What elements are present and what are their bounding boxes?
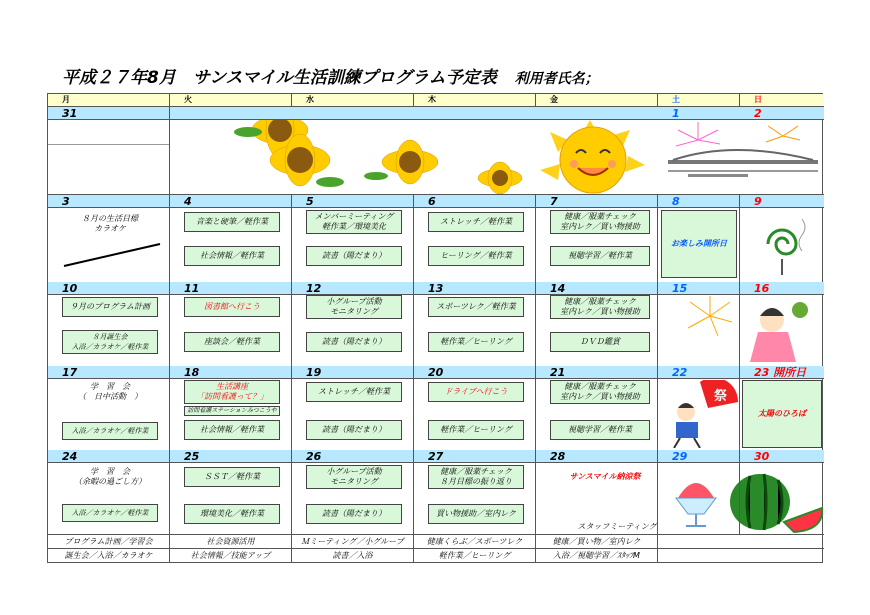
week2-mon-am: ８月の生活目標 カラオケ [64,212,156,236]
date-2: 2 [754,107,762,120]
week1-illustration-area [170,120,658,195]
col-divider [413,195,414,534]
week5-fri-pm: スタッフミーティング [577,522,657,531]
date-7: 7 [550,195,558,208]
week2-tue-pm: 社会情報／軽作業 [184,246,280,266]
week3-thu-am: スポーツレク／軽作業 [428,297,524,317]
weekday-header-thu: 木 [414,94,536,107]
week2-thu-pm: ヒーリング／軽作業 [428,246,524,266]
week4-tue-am: 生活講座 「訪問看護って？」 [184,380,280,404]
week1-weekend-cell [658,120,824,195]
week4-mon-am: 学 習 会 （ 日中活動 ） [62,380,158,404]
date-3: 3 [62,195,70,208]
date-21: 21 [550,366,566,379]
festival-boy-illustration [660,380,740,448]
week2-fri-pm: 視聴学習／軽作業 [550,246,650,266]
date-8: 8 [672,195,680,208]
col-divider [291,195,292,534]
week3-wed-pm: 読書（陽だまり） [306,332,402,352]
week4-tue-note: 訪問看護ステーションみつこうや [184,406,280,416]
date-23: 23 開所日 [754,366,807,379]
weekday-header-tue: 火 [170,94,292,107]
week3-tue-pm: 座談会／軽作業 [184,332,280,352]
week1-mon-cell [48,120,170,195]
date-17: 17 [62,366,78,379]
footer-mon: プログラム計画／学習会 [48,535,170,548]
page-title [62,63,599,88]
smiling-sun-illustration [540,120,645,194]
week3-fri-pm: ＤＶＤ鑑賞 [550,332,650,352]
date-28: 28 [550,450,566,463]
footer-tue: 社会情報／技能アップ [170,549,292,562]
col-divider [657,195,658,534]
date-20: 20 [428,366,444,379]
weekday-header-wed: 水 [292,94,414,107]
week4-sun-event: 太陽のひろば [742,380,822,448]
week4-thu-am: ドライブへ行こう [428,382,524,402]
week5-tue-am: ＳＳＴ／軽作業 [184,467,280,487]
date-1: 1 [672,107,680,120]
title-text: 平成２７年8月 サンスマイル生活訓練プログラム予定表 [62,68,497,88]
week2-wed-pm: 読書（陽だまり） [306,246,402,266]
date-13: 13 [428,282,444,295]
no-program-slash [62,242,162,268]
week3-fri-am: 健康／服薬チェック 室内レク／買い物援助 [550,295,650,319]
date-15: 15 [672,282,688,295]
date-18: 18 [184,366,200,379]
date-4: 4 [184,195,192,208]
footer-wed: Ｍミーティング／小グループ [292,535,414,548]
weekday-header-mon: 月 [48,94,170,107]
week3-wed-am: 小グループ活動 モニタリング [306,295,402,319]
fireworks-illustration [658,120,822,193]
date-19: 19 [306,366,322,379]
mosquito-coil-illustration [742,209,822,279]
calendar-grid [47,93,823,563]
week5-wed-pm: 読書（陽だまり） [306,504,402,524]
footer-mon: 誕生会／入浴／カラオケ [48,549,170,562]
week5-wed-am: 小グループ活動 モニタリング [306,465,402,489]
date-29: 29 [672,450,688,463]
footer-thu: 軽作業／ヒーリング [414,549,536,562]
week2-tue-am: 音楽と硬筆／軽作業 [184,212,280,232]
date-22: 22 [672,366,688,379]
weekday-header-fri: 金 [536,94,658,107]
user-name-label: 利用者氏名； [514,71,599,87]
date-31: 31 [62,107,78,120]
week3-tue-am: 図書館へ行こう [184,297,280,317]
date-24: 24 [62,450,78,463]
yukata-girl-illustration [660,296,822,364]
week2-sat-open-day: お楽しみ開所日 [661,210,737,278]
week2-fri-am: 健康／服薬チェック 室内レク／買い物援助 [550,210,650,234]
col-divider [535,195,536,534]
date-14: 14 [550,282,566,295]
footer-thu: 健康くらぶ／スポーツレク [414,535,536,548]
weekday-header-sat: 土 [658,94,740,107]
date-26: 26 [306,450,322,463]
footer-fri: 入浴／視聴学習／ｽﾀｯﾌM [536,549,658,562]
date-10: 10 [62,282,78,295]
date-12: 12 [306,282,322,295]
shaved-ice-illustration [660,462,824,534]
date-27: 27 [428,450,444,463]
week4-mon-pm: 入浴／カラオケ／軽作業 [62,422,158,440]
week4-tue-pm: 社会情報／軽作業 [184,420,280,440]
col-divider [739,195,740,534]
week3-thu-pm: 軽作業／ヒーリング [428,332,524,352]
date-11: 11 [184,282,200,295]
date-25: 25 [184,450,200,463]
week3-mon-pm: ８月誕生会 入浴／カラオケ／軽作業 [62,330,158,354]
date-6: 6 [428,195,436,208]
date-16: 16 [754,282,770,295]
footer-fri: 健康／買い物／室内レク [536,535,658,548]
week5-tue-pm: 環境美化／軽作業 [184,504,280,524]
date-30: 30 [754,450,770,463]
week4-wed-pm: 読書（陽だまり） [306,420,402,440]
sunflower-and-sun-illustration [170,120,658,194]
col-divider [169,107,170,195]
week5-fri-am: サンスマイル納涼祭 [569,472,641,481]
week5-thu-pm: 買い物援助／室内レク [428,504,524,524]
week5-mon-am: 学 習 会 （余暇の過ごし方） [62,465,158,489]
col-divider [169,195,170,534]
week2-thu-am: ストレッチ／軽作業 [428,212,524,232]
footer-row-2 [48,549,824,563]
week5-mon-pm: 入浴／カラオケ／軽作業 [62,504,158,522]
weekday-header-sun: 日 [740,94,824,107]
week4-thu-pm: 軽作業／ヒーリング [428,420,524,440]
footer-wed: 読書／入浴 [292,549,414,562]
footer-tue: 社会資源活用 [170,535,292,548]
date-9: 9 [754,195,762,208]
date-5: 5 [306,195,314,208]
bridge-illustration [668,150,818,177]
week1-date-bar [48,107,824,120]
divider [48,144,170,145]
footer-row-1 [48,534,824,549]
week4-fri-pm: 視聴学習／軽作業 [550,420,650,440]
sunflower-illustration [234,120,522,194]
week3-mon-am: ９月のプログラム計画 [62,297,158,317]
week2-wed-am: メンバーミーティング 軽作業／環境美化 [306,210,402,234]
festival-badge: 祭 [714,389,728,404]
week4-fri-am: 健康／服薬チェック 室内レク／買い物援助 [550,380,650,404]
week5-thu-am: 健康／服薬チェック ８月目標の振り返り [428,465,524,489]
watermelon-illustration [730,474,822,532]
week2-date-bar [48,195,824,208]
week4-wed-am: ストレッチ／軽作業 [306,382,402,402]
